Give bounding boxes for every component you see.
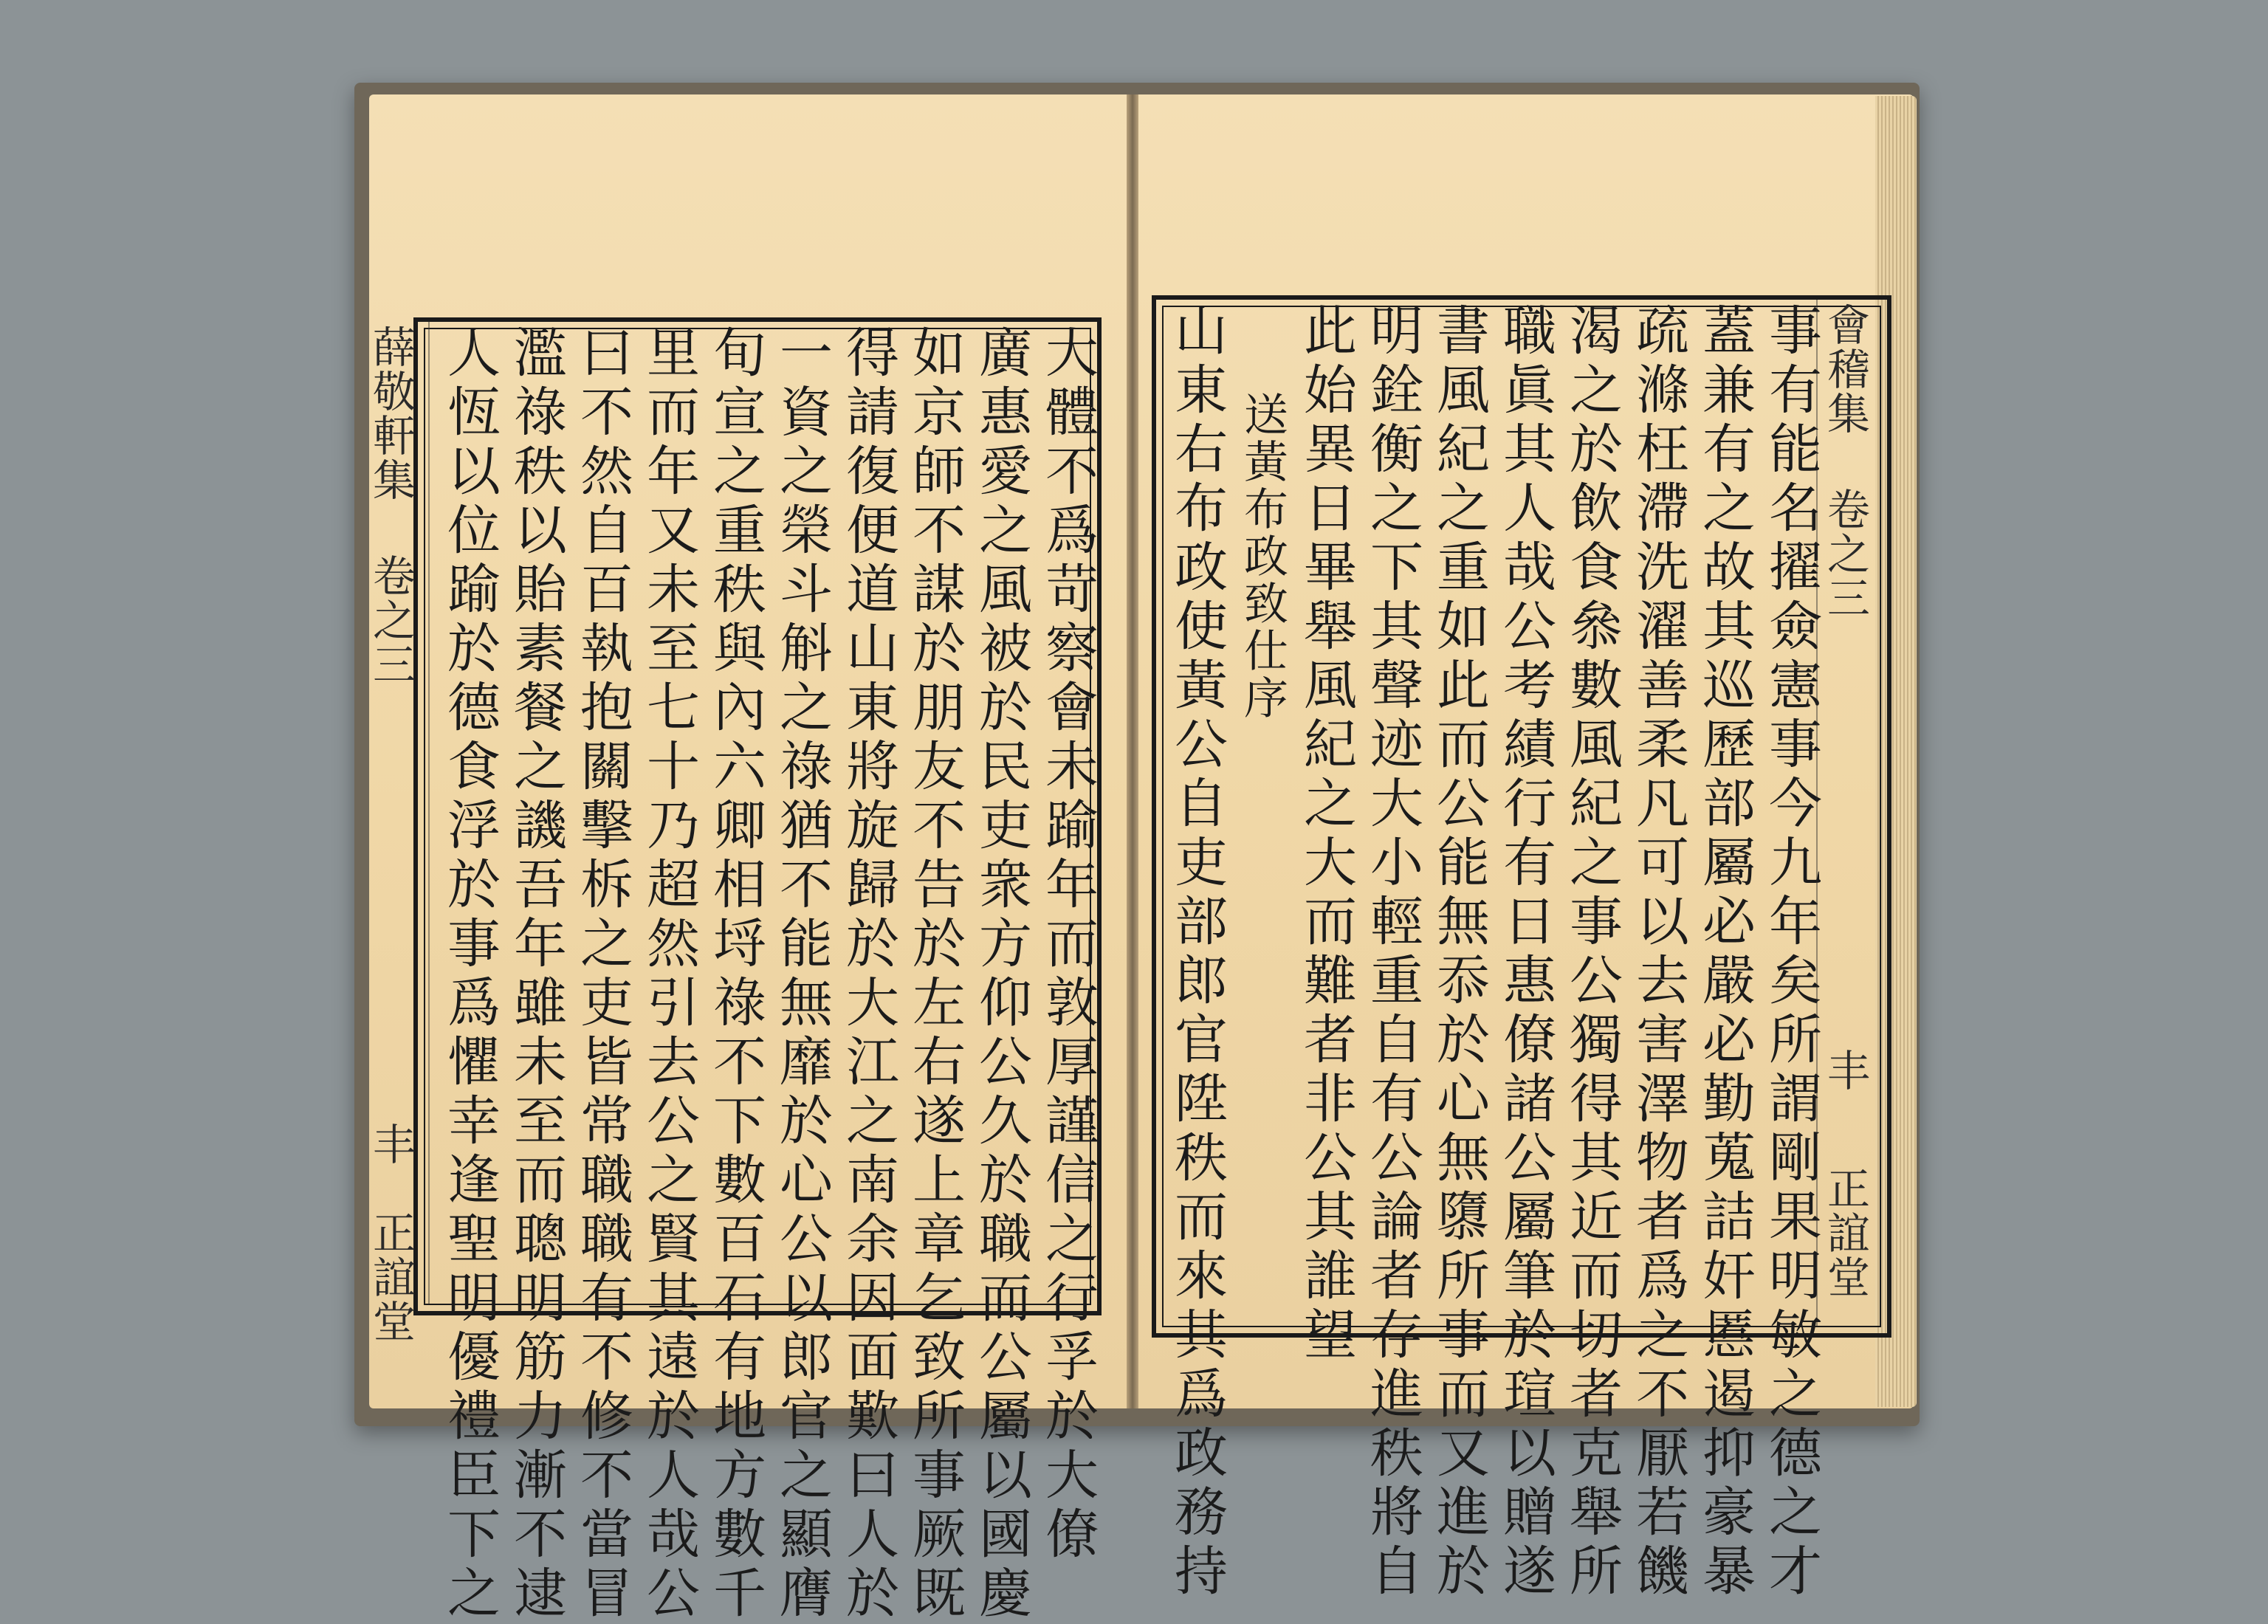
left-column-3: 如京師不謀於朋友不告於左右遂上章乞致所事厥既 [904,325,966,1624]
right-column-5: 職眞其人哉公考績行有日惠僚諸公屬筆於瑄以贈遂 [1494,303,1556,1602]
right-page-number: 丰 [1820,1048,1870,1093]
left-column-2: 廣惠愛之風被於民吏衆方仰公久於職而公屬以國慶 [970,325,1032,1624]
left-column-4: 得請復便道山東將旋歸於大江之南余因面歎曰人於 [837,325,899,1624]
right-column-8: 此始異日畢舉風紀之大而難者非公其誰望 [1295,303,1357,1366]
column-rule [1816,300,1818,1326]
right-page-header: 會稽集 卷之三 [1820,303,1870,620]
left-publisher-mark: 正誼堂 [365,1211,416,1343]
right-column-3: 疏滌枉滯洗濯善柔凡可以去害澤物者爲之不厭若饑 [1627,303,1689,1602]
right-column-1: 事有能名擢僉憲事今九年矣所謂剛果明敏之德之才 [1760,303,1822,1602]
left-page-number: 丰 [365,1122,416,1166]
right-column-7: 明銓衡之下其聲迹大小輕重自有公論者存進秩將自 [1361,303,1423,1602]
book-gutter [1127,94,1138,1408]
column-rule [428,322,430,1304]
right-publisher-mark: 正誼堂 [1820,1166,1870,1299]
left-column-6: 旬宣之重秩與內六卿相埒祿不下數百石有地方數千 [704,325,766,1624]
left-column-5: 一資之榮斗斛之祿猶不能無靡於心公以郎官之顯膺 [771,325,833,1624]
right-column-6: 書風紀之重如此而公能無忝於心無隳所事而又進於 [1428,303,1490,1602]
left-page-header: 薛敬軒集 卷之三 [365,325,416,687]
left-column-8: 曰不然自百執抱關擊柝之吏皆常職職有不修不當冒 [571,325,633,1624]
right-column-4: 渴之於飲食叅數風紀之事公獨得其近而切者克舉所 [1561,303,1623,1602]
left-column-9: 濫祿秩以貽素餐之譏吾年雖未至而聰明筋力漸不逮 [505,325,567,1624]
right-column-2: 蓋兼有之故其巡歷部屬必嚴必勤蒐詰奸慝遏抑豪暴 [1694,303,1756,1602]
left-column-1: 大體不爲苛察會未踰年而敦厚謹信之行孚於大僚 [1037,325,1099,1565]
right-section-title: 送黃布政致仕序 [1237,391,1288,722]
left-column-10: 人恆以位踰於德食浮於事爲懼幸逢聖明優禮臣下之 [439,325,501,1624]
right-column-10: 山東右布政使黃公自吏部郎官陞秩而來其爲政務持 [1166,303,1228,1602]
left-column-7: 里而年又未至七十乃超然引去公之賢其遠於人哉公 [638,325,700,1624]
